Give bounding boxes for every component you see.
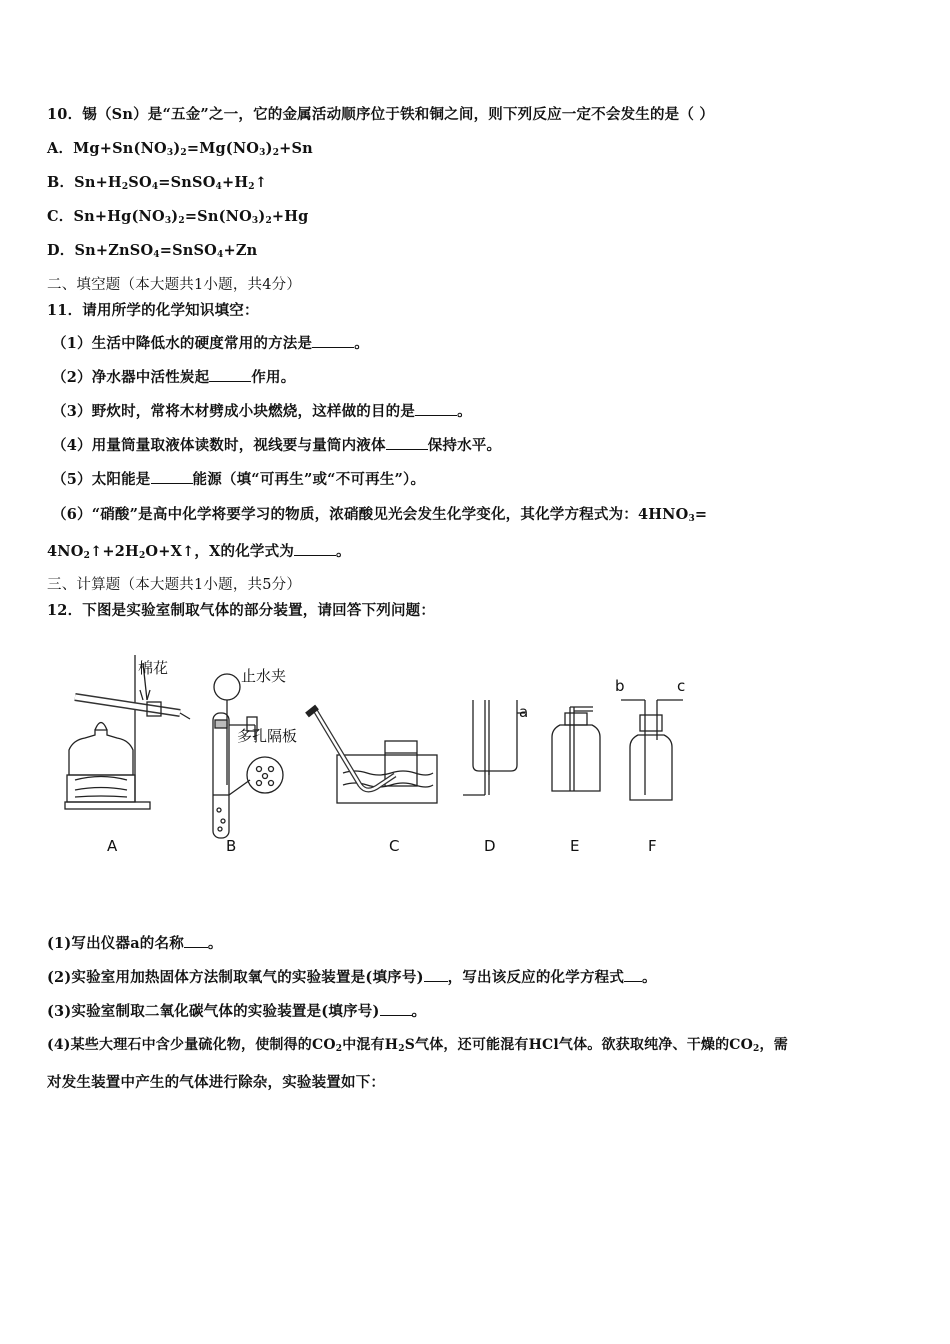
answer-blank[interactable]: [184, 935, 208, 948]
q11-sub-3: （3）野炊时，常将木材劈成小块燃烧，这样做的目的是 。: [52, 403, 472, 420]
apparatus-figure: [55, 645, 715, 860]
q11-sub-2: （2）净水器中活性炭起 作用。: [52, 369, 296, 386]
q10-option-d[interactable]: D．Sn+ZnSO$_4$=SnSO$_4$+Zn: [47, 242, 258, 260]
figure-label-d: D: [484, 837, 496, 855]
answer-blank[interactable]: [424, 969, 448, 982]
q10-option-b[interactable]: B．$Sn+H_2SO_4=SnSO_4+H_2↑$: [47, 174, 268, 192]
apparatus-d: [463, 700, 525, 795]
answer-blank[interactable]: [294, 543, 336, 556]
port-a-label: a: [519, 703, 529, 721]
answer-blank[interactable]: [380, 1003, 412, 1016]
q12-stem: 12．下图是实验室制取气体的部分装置，请回答下列问题：: [47, 602, 436, 619]
figure-label-b: B: [226, 837, 237, 855]
q11-sub-6-cont: $4NO_2↑+2H_2O+X↑$，X的化学式为 。: [47, 543, 351, 561]
q10-stem: 10．锡（Sn）是“五金”之一，它的金属活动顺序位于铁和铜之间，则下列反应一定不会发生的是（ ）: [47, 106, 715, 123]
clamp-label: 止水夹: [241, 667, 287, 685]
q12-part-3: (3)实验室制取二氧化碳气体的实验装置是(填序号) 。: [47, 1003, 427, 1020]
q12-part-4: (4)某些大理石中含少量硫化物，使制得的$CO_2$中混有$H_2S$气体，还可能混有HCl气体。欲获取纯净、干燥的$CO_2$，需: [47, 1037, 788, 1054]
apparatus-c: [307, 707, 437, 803]
porous-plate-label: 多孔隔板: [237, 727, 298, 745]
q11-sub-4: （4）用量筒量取液体读数时，视线要与量筒内液体 保持水平。: [52, 437, 502, 454]
q12-part-1: (1)写出仪器a的名称 。: [47, 935, 223, 952]
q12-part-4-cont: 对发生装置中产生的气体进行除杂，实验装置如下：: [47, 1074, 386, 1091]
answer-blank[interactable]: [624, 969, 642, 982]
answer-blank[interactable]: [209, 369, 251, 382]
section-2-title: 二、填空题（本大题共1小题，共4分）: [47, 277, 302, 293]
apparatus-b: [213, 674, 283, 838]
apparatus-f: [621, 700, 683, 800]
answer-blank[interactable]: [312, 335, 354, 348]
q11-stem: 11．请用所学的化学知识填空：: [47, 302, 259, 319]
q11-sub-1: （1）生活中降低水的硬度常用的方法是 。: [52, 335, 369, 352]
figure-label-a: A: [107, 837, 118, 855]
q11-sub-6: （6）“硝酸”是高中化学将要学习的物质，浓硝酸见光会发生化学变化，其化学方程式为：$4HNO_3=$: [52, 506, 708, 524]
q10-option-c[interactable]: C．$Sn+Hg(NO_3)_2=Sn(NO_3)_2+Hg$: [47, 208, 309, 226]
port-c-label: c: [677, 677, 686, 695]
q11-sub-5: （5）太阳能是 能源（填“可再生”或“不可再生”）。: [52, 471, 426, 488]
answer-blank[interactable]: [386, 437, 428, 450]
figure-label-e: E: [570, 837, 580, 855]
apparatus-e: [552, 707, 600, 791]
q10-option-a[interactable]: A．$Mg+Sn(NO_3)_2=Mg(NO_3)_2+Sn$: [47, 140, 313, 158]
port-b-label: b: [615, 677, 625, 695]
answer-blank[interactable]: [151, 471, 193, 484]
cotton-label: 棉花: [138, 659, 169, 677]
figure-label-c: C: [389, 837, 400, 855]
q12-part-2: (2)实验室用加热固体方法制取氧气的实验装置是(填序号) ，写出该反应的化学方程式 。: [47, 969, 657, 986]
figure-label-f: F: [648, 837, 657, 855]
section-3-title: 三、计算题（本大题共1小题，共5分）: [47, 577, 302, 593]
answer-blank[interactable]: [415, 403, 457, 416]
apparatus-a: [65, 655, 190, 809]
